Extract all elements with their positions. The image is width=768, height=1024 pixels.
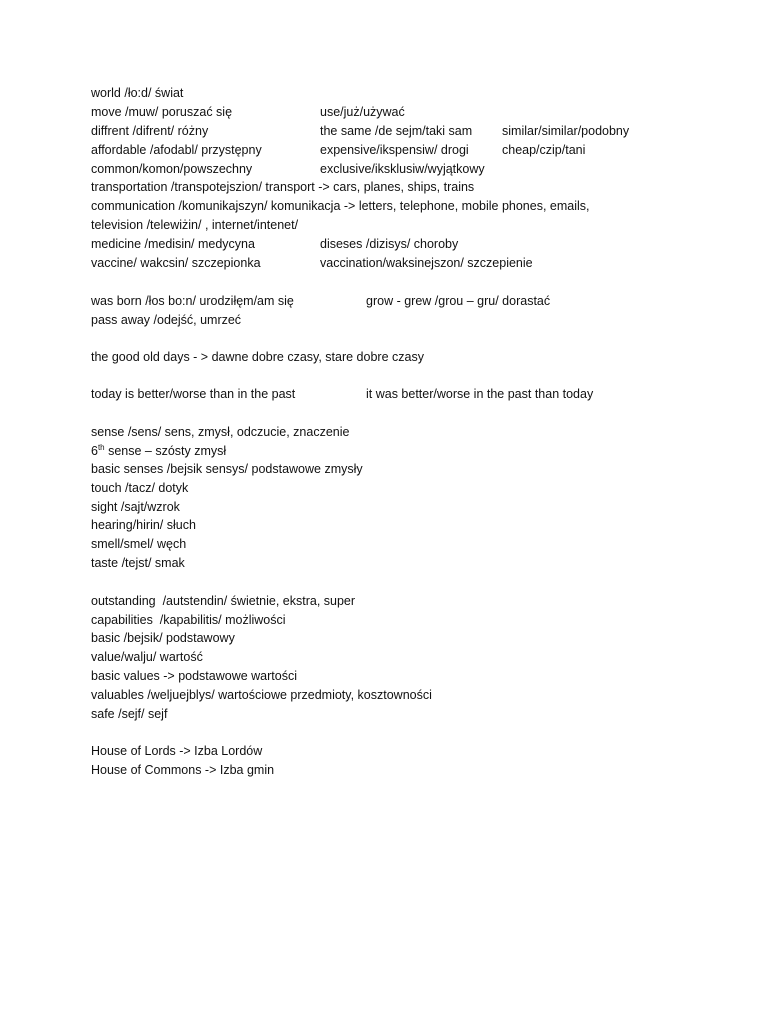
vocab-line: [91, 178, 474, 197]
vocab-entry: grow - grew /grou – gru/ dorastać: [366, 294, 551, 308]
vocab-line: [91, 216, 298, 235]
vocab-line: [91, 479, 188, 498]
vocab-entry: House of Commons -> Izba gmin: [91, 763, 275, 777]
vocab-entry-text: sense – szósty zmysł: [104, 444, 227, 458]
vocab-entry: exclusive/iksklusiw/wyjątkowy: [320, 162, 485, 176]
vocab-line: [91, 235, 459, 254]
vocab-entry: television /telewiżin/ , internet/intenet/: [91, 218, 299, 232]
vocab-line: [91, 141, 586, 160]
vocab-line: [91, 292, 551, 311]
vocab-entry: diffrent /difrent/ różny: [91, 124, 209, 138]
vocab-entry: value/walju/ wartość: [91, 650, 203, 664]
vocab-line: [91, 742, 262, 761]
vocab-entry: [91, 444, 226, 458]
vocab-entry: vaccination/waksinejszon/ szczepienie: [320, 256, 533, 270]
vocab-line: [91, 611, 286, 630]
vocab-entry: sight /sajt/wzrok: [91, 500, 180, 514]
vocab-entry: hearing/hirin/ słuch: [91, 518, 196, 532]
vocab-line: [91, 460, 363, 479]
vocab-entry: use/już/używać: [320, 105, 405, 119]
vocab-line: [91, 84, 183, 103]
vocab-entry: taste /tejst/ smak: [91, 556, 185, 570]
vocab-entry: medicine /medisin/ medycyna: [91, 237, 255, 251]
vocab-entry: pass away /odejść, umrzeć: [91, 313, 242, 327]
vocab-entry: smell/smel/ węch: [91, 537, 187, 551]
vocab-entry: basic values -> podstawowe wartości: [91, 669, 297, 683]
vocab-line: [91, 103, 405, 122]
vocab-entry: touch /tacz/ dotyk: [91, 481, 189, 495]
vocab-line: [91, 311, 241, 330]
vocab-entry: capabilities /kapabilitis/ możliwości: [91, 613, 286, 627]
vocab-line: [91, 348, 424, 367]
vocab-line: [91, 423, 349, 442]
vocab-line: [91, 554, 185, 573]
vocab-line: [91, 516, 196, 535]
vocab-entry: valuables /weljuejblys/ wartościowe przedmioty, kosztowności: [91, 688, 432, 702]
ordinal-number: 6: [91, 444, 98, 458]
vocab-entry: common/komon/powszechny: [91, 162, 253, 176]
vocab-entry: communication /komunikajszyn/ komunikacja -> letters, telephone, mobile phones, emails,: [91, 199, 590, 213]
vocab-entry: sense /sens/ sens, zmysł, odczucie, znaczenie: [91, 425, 350, 439]
vocab-line: [91, 385, 594, 404]
vocab-entry: the same /de sejm/taki sam: [320, 124, 473, 138]
vocab-line: [91, 761, 274, 780]
vocab-line: [91, 667, 297, 686]
ordinal-suffix: th: [97, 442, 105, 452]
vocab-line: [91, 592, 355, 611]
vocab-entry: outstanding /autstendin/ świetnie, ekstra, super: [91, 594, 356, 608]
vocab-line: [91, 686, 432, 705]
vocab-entry: affordable /afodabl/ przystępny: [91, 143, 262, 157]
vocab-line: [91, 442, 226, 461]
vocab-entry: today is better/worse than in the past: [91, 387, 296, 401]
vocab-line: [91, 197, 590, 216]
vocab-entry: diseses /dizisys/ choroby: [320, 237, 459, 251]
vocab-entry: House of Lords -> Izba Lordów: [91, 744, 263, 758]
vocab-entry: cheap/czip/tani: [502, 143, 586, 157]
vocab-entry: the good old days - > dawne dobre czasy, stare dobre czasy: [91, 350, 424, 364]
vocab-entry: it was better/worse in the past than today: [366, 387, 594, 401]
vocab-line: [91, 122, 630, 141]
vocab-entry: expensive/ikspensiw/ drogi: [320, 143, 469, 157]
vocab-line: [91, 254, 533, 273]
vocab-entry: safe /sejf/ sejf: [91, 707, 168, 721]
vocab-line: [91, 629, 235, 648]
vocab-entry: vaccine/ wakcsin/ szczepionka: [91, 256, 261, 270]
vocab-entry: world /ło:d/ świat: [91, 86, 184, 100]
vocab-line: [91, 160, 485, 179]
vocab-entry: was born /łos bo:n/ urodziłęm/am się: [91, 294, 294, 308]
vocab-entry: similar/similar/podobny: [502, 124, 630, 138]
vocab-entry: move /muw/ poruszać się: [91, 105, 233, 119]
vocab-line: [91, 705, 167, 724]
vocab-line: [91, 648, 203, 667]
vocab-line: [91, 535, 186, 554]
vocab-entry: transportation /transpotejszion/ transport -> cars, planes, ships, trains: [91, 180, 475, 194]
vocab-entry: basic /bejsik/ podstawowy: [91, 631, 235, 645]
vocab-line: [91, 498, 180, 517]
vocab-entry: basic senses /bejsik sensys/ podstawowe zmysły: [91, 462, 363, 476]
